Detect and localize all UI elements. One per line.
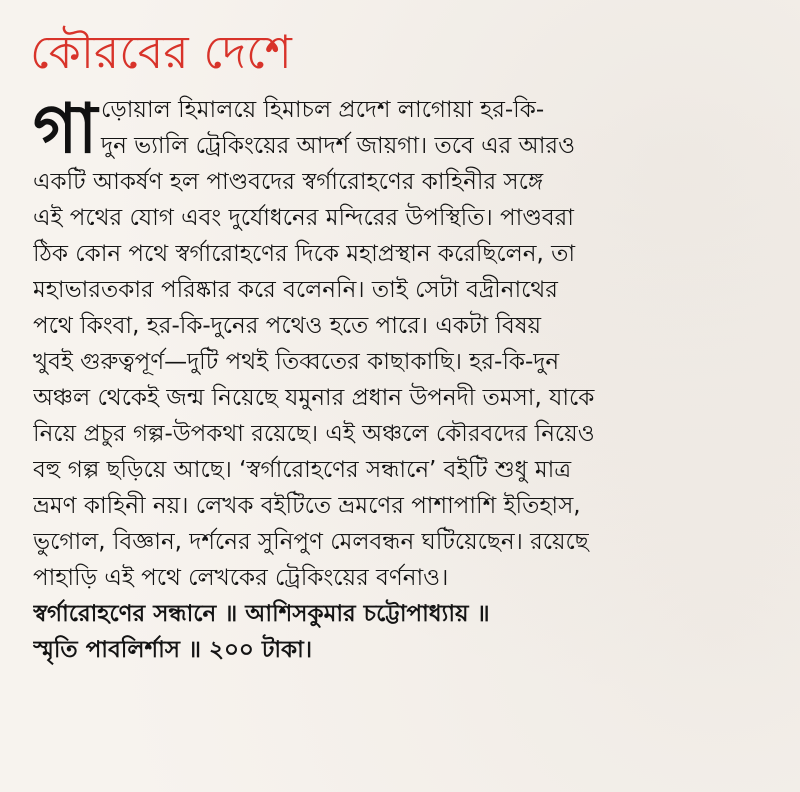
body-line: একটি আকর্ষণ হল পাণ্ডবদের স্বর্গারোহণের কাহিনীর সঙ্গে	[33, 169, 544, 195]
body-line: খুবই গুরুত্বপূর্ণ—দুটি পথই তিব্বতের কাছাকাছি। হর-কি-দুন	[33, 349, 560, 375]
body-line: নিয়ে প্রচুর গল্প-উপকথা রয়েছে। এই অঞ্চলে কৌরবদের নিয়েও	[33, 421, 595, 447]
body-line: পথে কিংবা, হর-কি-দুনের পথেও হতে পারে। একটা বিষয়	[33, 313, 542, 339]
body-line: ভুগোল, বিজ্ঞান, দর্শনের সুনিপুণ মেলবন্ধন ঘটিয়েছেন। রয়েছে	[33, 529, 589, 555]
book-credit-publisher-price: স্মৃতি পাবলির্শাস ॥ ২০০ টাকা।	[33, 637, 313, 663]
article-title: কৌরবের দেশে	[30, 25, 292, 79]
body-line: ঠিক কোন পথে স্বর্গারোহণের দিকে মহাপ্রস্থান করেছিলেন, তা	[33, 241, 576, 267]
article-body	[33, 89, 778, 668]
body-line: মহাভারতকার পরিষ্কার করে বলেননি। তাই সেটা বদ্রীনাথের	[33, 277, 558, 303]
drop-cap: গা	[33, 89, 98, 169]
body-line: পাহাড়ি এই পথে লেখকের ট্রেকিংয়ের বর্ণনাও।	[33, 565, 449, 591]
body-line: দুন ভ্যালি ট্রেকিংয়ের আদর্শ জায়গা। তবে এর আরও	[101, 133, 575, 159]
body-line: অঞ্চল থেকেই জন্ম নিয়েছে যমুনার প্রধান উপনদী তমসা, যাকে	[33, 385, 595, 411]
body-line: বহু গল্প ছড়িয়ে আছে। ‘স্বর্গারোহণের সন্ধানে’ বইটি শুধু মাত্র	[33, 457, 572, 483]
body-line: ভ্রমণ কাহিনী নয়। লেখক বইটিতে ভ্রমণের পাশাপাশি ইতিহাস,	[33, 493, 581, 519]
body-line: এই পথের যোগ এবং দুর্যোধনের মন্দিরের উপস্থিতি। পাণ্ডবরা	[33, 205, 574, 231]
body-line: ড়োয়াল হিমালয়ে হিমাচল প্রদেশ লাগোয়া হর-কি-	[101, 97, 545, 123]
book-credit-title-author: স্বর্গারোহণের সন্ধানে ॥ আশিসকুমার চট্টোপাধ্যায় ॥	[33, 601, 490, 627]
